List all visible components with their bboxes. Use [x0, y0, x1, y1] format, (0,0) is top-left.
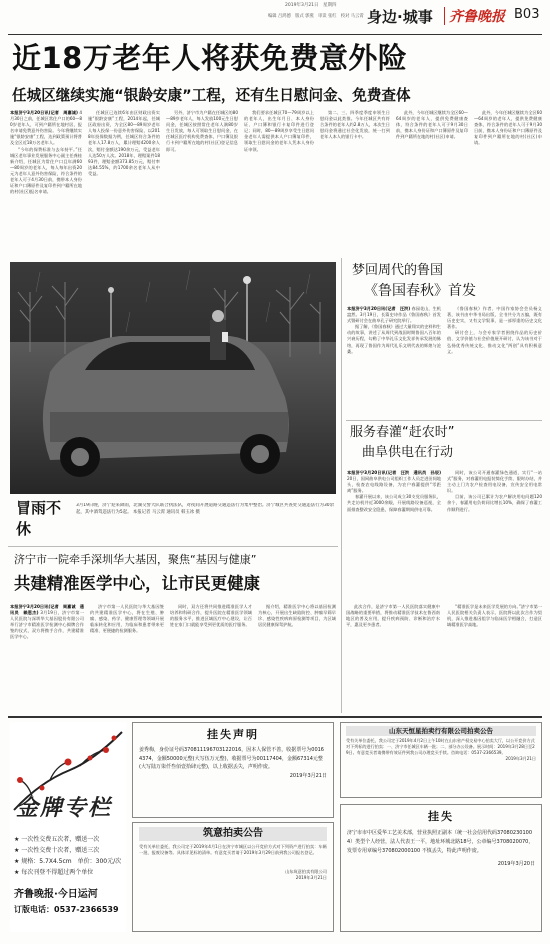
gold-column-promo: [10, 722, 126, 932]
lead-body-col4: [244, 110, 314, 258]
drama-para-2: 据了解，《鲁国春秋》通过大量翔实的史料和生动的故事，讲述了从周代到战国时期鲁国八百年的兴衰历程，勾勒了中华礼乐文化发祥传承发展的脉络，再现了鲁国作为周代礼乐文明代表的辉煌与沧桑。: [347, 324, 441, 354]
promo-phone: 订版电话：0537-2366539: [14, 905, 119, 914]
lead-para-4: 另外，济宁市为户籍在任城区的80—89岁老年人，每人发放100元生日慰问金，任城区按照常住老年人满80岁生日发放，每人可领取生日慰问金，在任城区医疗机构免费查体，户口簿及银行卡到户籍所在地的村(社区)登记信息即可。: [166, 110, 238, 152]
lead-para-3: 任城区已连续6年由区财政出资实施“银龄安康”工程，2014年起，任城区政府出资，为全区80—89周岁老年人每人投保一份意外伤害保险，以2018年投保数据为例，任城区符合条件的老年人17.8万人，累计理赔4200余人次，赔付金额达190余万元，受益老年人达50万人次。2018年，理赔案件1893件，理赔金额373.85万元，赔付率达84.55%，约1700余名老年人从中受益。: [88, 110, 160, 176]
medical-col6: [447, 604, 542, 712]
drama-col2: [447, 306, 542, 418]
promo-bullet-text: 规格：5.7X4.5cm 单价：300元/次: [21, 858, 122, 865]
lead-para-2: “今年的保费标准与去年持平。”任城区老年事业发展服务中心副主任龚桂新介绍，任城区为常住户口且年满60—80周岁的老年人，每人每年出资20元为老年人意外伤害保险，符合条件的老年人可于4月30日前，携带本人身份证和户口簿原件及复印件到户籍所在地的村(社区)报名申请。: [10, 146, 82, 195]
masthead: [0, 0, 550, 34]
auction-body: 受有关单位委托，我公司定于2019年4月2日上午10时在山东省产权交易中心拍卖大厅，以公开竞价方式对下列标的进行拍卖：一、济宁市任城区车辆一批；二、部分办公设备。展示时间：2019年3月28日至29日。有意竞买者请携带有效证件到我公司办理竞买手续。咨询电话：0537-2366539。: [346, 738, 535, 755]
auction-date: 2019年3月21日: [505, 756, 536, 761]
power-headline-2: 曲阜供电在行动: [362, 445, 454, 460]
ads-top-rule: [8, 716, 542, 718]
gold-column-title: 金牌专栏: [16, 795, 113, 821]
drama-para-1: 春园花山，生机盎然。3月19日，长篇史诗作品《鲁国春秋》首发式暨研讨会在曲阜孔子研究院举行。: [347, 306, 441, 324]
auction-notice: [340, 722, 542, 798]
lead-byline: 本报济宁3月20日讯(记者 周嘉诚): [10, 110, 78, 115]
auction-header: 山东天恒星拍卖行有限公司拍卖公告: [346, 726, 536, 736]
page-number: B03: [514, 7, 540, 22]
masthead-rule: [8, 34, 542, 35]
rain-night-car-photo: [10, 262, 336, 494]
lead-para-6: 第二、三、四季度季度申领生日慰问金以此类推。今年任城区共有符合条件的老年人约2.8万人，本次生日慰问金将通过社会化发放，统一打到老年人本人的银行卡中。: [320, 110, 390, 140]
photo-caption-title: 冒雨不休: [16, 499, 62, 538]
news-photo: [10, 262, 336, 494]
promo-bullet-text: 一次性交费五次者，赠送一次: [21, 836, 100, 843]
paper-logo: 齐鲁晚报: [449, 9, 505, 25]
drama-headline-2: 《鲁国春秋》首发: [364, 283, 476, 299]
promo-bullet-3: ★ 规格：5.7X4.5cm 单价：300元/次: [14, 858, 122, 865]
power-para-3: 同时，该公司开通春灌绿色通道，实行“一站式”服务，对春灌用电报装简化手续、限时办结，并主动上门为农户检查用电设备，宣传安全用电常识。: [447, 470, 542, 494]
medical-col5: [346, 604, 440, 712]
medical-top-rule: [8, 546, 338, 547]
medical-para-3: 同时，双方还将共同推进精准医学人才培养和科研合作，提升医院在精准医学领域的服务水平，推进区域医疗中心建设，让百姓在家门口就能享受到更优质的医疗服务。: [170, 604, 252, 628]
lost-notice: [132, 722, 334, 818]
lost-notice-body: 姜秀梅，身份证号码370811196703122016，因本人保管不善，收据票号为00164374，金额50000元整(大写伍万元整)，收据票号为00117404，金额67314元整(大写陆万柒仟叁佰壹拾肆元整)，以上收据丢失，声明作废。: [139, 747, 324, 771]
photo-caption: 3月19日晚，济宁迎来降雨，北湖交警大队联合执法队，对夜间开展道路交通违法行为集中整治。济宁城区共查处交通违法行为30余起，其中酒驾违法行为5起。 本报记者 马云霄 通讯员 韩玉冰 摄: [76, 503, 334, 515]
medical-kicker: 济宁市一院牵手深圳华大基因，聚焦“基因与健康”: [14, 553, 257, 566]
lost2-date: 2019年3月20日: [497, 861, 535, 867]
power-para-4: 目前，该公司已累计为农户解决用电问题120余个，春灌用电负荷同比增长10%，确保了春灌工作顺利进行。: [447, 494, 542, 512]
drama-rule: [346, 420, 542, 421]
lost-notice-title: 挂失声明: [207, 728, 259, 741]
power-para-2: 春灌开展以来，该公司成立30支党员服务队，共走访机井近3000余眼，开展线路设备巡视，全面排查整改安全隐患，保障春灌期间供电可靠。: [347, 494, 441, 512]
promo-bullet-1: ★ 一次性交费五次者，赠送一次: [14, 836, 100, 843]
lead-para-7: 此外，今年任城区继续为全区60—64周岁的老年人，提供免费健康查体，符合条件的老年人可于9月30日前，携本人身份证和户口簿原件及复印件到户籍所在地的村(社区)申请。: [396, 110, 468, 140]
lead-para-1: 4月30日之前，任城区常住户口的60—80岁老年人，可到户籍所在地村居，报名申请免费意外伤害险。今年将继续实施“银龄安康”工程，达到政策预计将普及全区近18万名老年人。: [10, 110, 82, 146]
lead-body-col3: [166, 110, 238, 258]
lost2-notice: [340, 804, 542, 932]
medical-para-4: 据介绍，精准医学中心将以基因检测为核心，开展出生缺陷防控、肿瘤早筛早诊、感染性疾病病原检测等项目，为区域居民健康保驾护航。: [258, 604, 336, 628]
lead-para-5: 我们要求任城区70—79周岁以上的老年人，出生年月日、本人身份证、户口簿和银行卡复印件进行登记；同时，80—89周岁享受生日慰问金老年人需提供本人户口簿复印件，领取生日慰问金的老年人凭本人身份证申领。: [244, 110, 314, 152]
promo-bullets: [14, 834, 126, 878]
drama-col1: [347, 306, 441, 418]
medical-para-2: 济宁市第一人民医院与华大基因签约共建精准医学中心，将在生殖、肿瘤、感染、药学、健康管理等领域开展临床转化和应用，为临床和患者带来更精准、更便捷的检测服务。: [90, 604, 164, 634]
drama-headline-1: 梦回周代的鲁国: [352, 263, 444, 278]
lead-headline: 近18万老年人将获免费意外险: [12, 41, 408, 75]
masthead-meta: 2019年3月21日 星期四: [285, 3, 337, 8]
auction2-date: 2019年3月21日: [295, 874, 327, 880]
masthead-divider: [444, 7, 445, 25]
lost2-body: 济宁市市中区爱华工艺美术部，营业执照正副本（统一社会信用代码370802301004）类型个人经营，法人代表王一平，地址环城北路18号，公章编号3708020070，发票专用章编号370802000100 不慎丢失，特此声明作废。: [347, 830, 534, 854]
promo-bullet-text: 每次刊登不得超过两个单位: [21, 869, 94, 876]
drama-para-3: 《鲁国春秋》作者、中国作家协会会员杨义著，该书由中华书局出版，全书共分为五编，既有历史史实，又有文学叙事，是一部厚重的历史文化著作。: [447, 306, 542, 330]
power-para-1: 20日，国网曲阜供电公司组织工作人员走进田间地头，检查农电线路设备，为农户春灌提供“零距离”服务。: [347, 476, 441, 494]
auction2-body: 受有关单位委托，我公司定于2019年4月1日在济宁市城区以公开竞价方式对下列资产进行拍卖：车辆一批、报废设备等。具体详见标的清单。有意竞买者请于2019年3月29日前到我公司报名登记。: [139, 844, 327, 856]
drama-byline: 本报济宁3月20日讯(记者 汪洪): [347, 306, 411, 311]
lost2-title: 挂失: [428, 810, 454, 823]
medical-para-1: 3月19日，济宁市第一人民医院与深圳华大基因股份有限公司举行济宁市精准医学检测中心揭牌合作签约仪式，双方将携手合作，共建精准医学中心。: [10, 610, 84, 640]
masthead-staff: 编辑 吕鸿德 版式 郭燕 审读 张红 校对 马云霄: [268, 14, 364, 19]
auction2-footer: 山东筑意拍卖有限公司: [285, 868, 327, 874]
power-byline: 本报济宁3月20日讯(记者 汪洪 通讯员 孙辰): [347, 470, 441, 475]
lead-body-col1: [10, 110, 82, 258]
lead-body-col7: [474, 110, 542, 258]
lead-para-8: 此外，今年任城区继续为全区60—64周岁的老年人，提供免费健康查体，符合条件的老年人可于9月30日前，携本人身份证和户口簿原件及复印件到户籍所在地的村(社区)申请。: [474, 110, 542, 146]
promo-bullet-4: ★ 每次刊登不得超过两个单位: [14, 869, 94, 876]
medical-byline: 本报济宁3月20日讯(记者 周嘉诚 通讯员 赖恩杰): [10, 604, 84, 616]
auction2-notice: [132, 822, 334, 932]
medical-col4: [258, 604, 336, 712]
lead-body-col2: [88, 110, 160, 258]
promo-bullet-text: 一次性交费十次者，赠送三次: [21, 847, 100, 854]
power-headline-1: 服务春灌“赶农时”: [350, 425, 455, 440]
lead-body-col5: [320, 110, 390, 258]
lost-notice-date: 2019年3月21日: [289, 772, 327, 779]
section-name: 身边·城事: [367, 8, 433, 26]
medical-headline: 共建精准医学中心，让市民更健康: [14, 574, 260, 593]
medical-col1: [10, 604, 84, 712]
auction2-title: 筑意拍卖公告: [139, 827, 327, 841]
right-column-rule: [341, 258, 342, 713]
medical-col3: [170, 604, 252, 712]
medical-col2: [90, 604, 164, 712]
promo-bullet-2: ★ 一次性交费十次者，赠送三次: [14, 847, 100, 854]
drama-para-4: 研讨会上，与会专家学者围绕作品的历史价值、文学价值与社会价值展开研讨，认为该书对于弘扬优秀传统文化、推动文化“两创”具有积极意义。: [447, 330, 542, 354]
lead-body-col6: [396, 110, 468, 258]
medical-para-5: 此次合作，是济宁市第一人民医院落实健康中国战略的重要举措，将推动精准医学技术在鲁西南地区的普及应用，提升疾病预防、诊断和治疗水平，惠及更多患者。: [346, 604, 440, 628]
medical-para-6: “精准医学是未来医学发展的方向。”济宁市第一人民医院相关负责人表示，医院将以此次合作为契机，深入推进基因组学与临床医学相融合，打造区域精准医学高地。: [447, 604, 542, 628]
promo-brand: 齐鲁晚报·今日运河: [14, 889, 98, 900]
lead-subhead: 任城区继续实施“银龄安康”工程，还有生日慰问金、免费查体: [12, 87, 411, 104]
